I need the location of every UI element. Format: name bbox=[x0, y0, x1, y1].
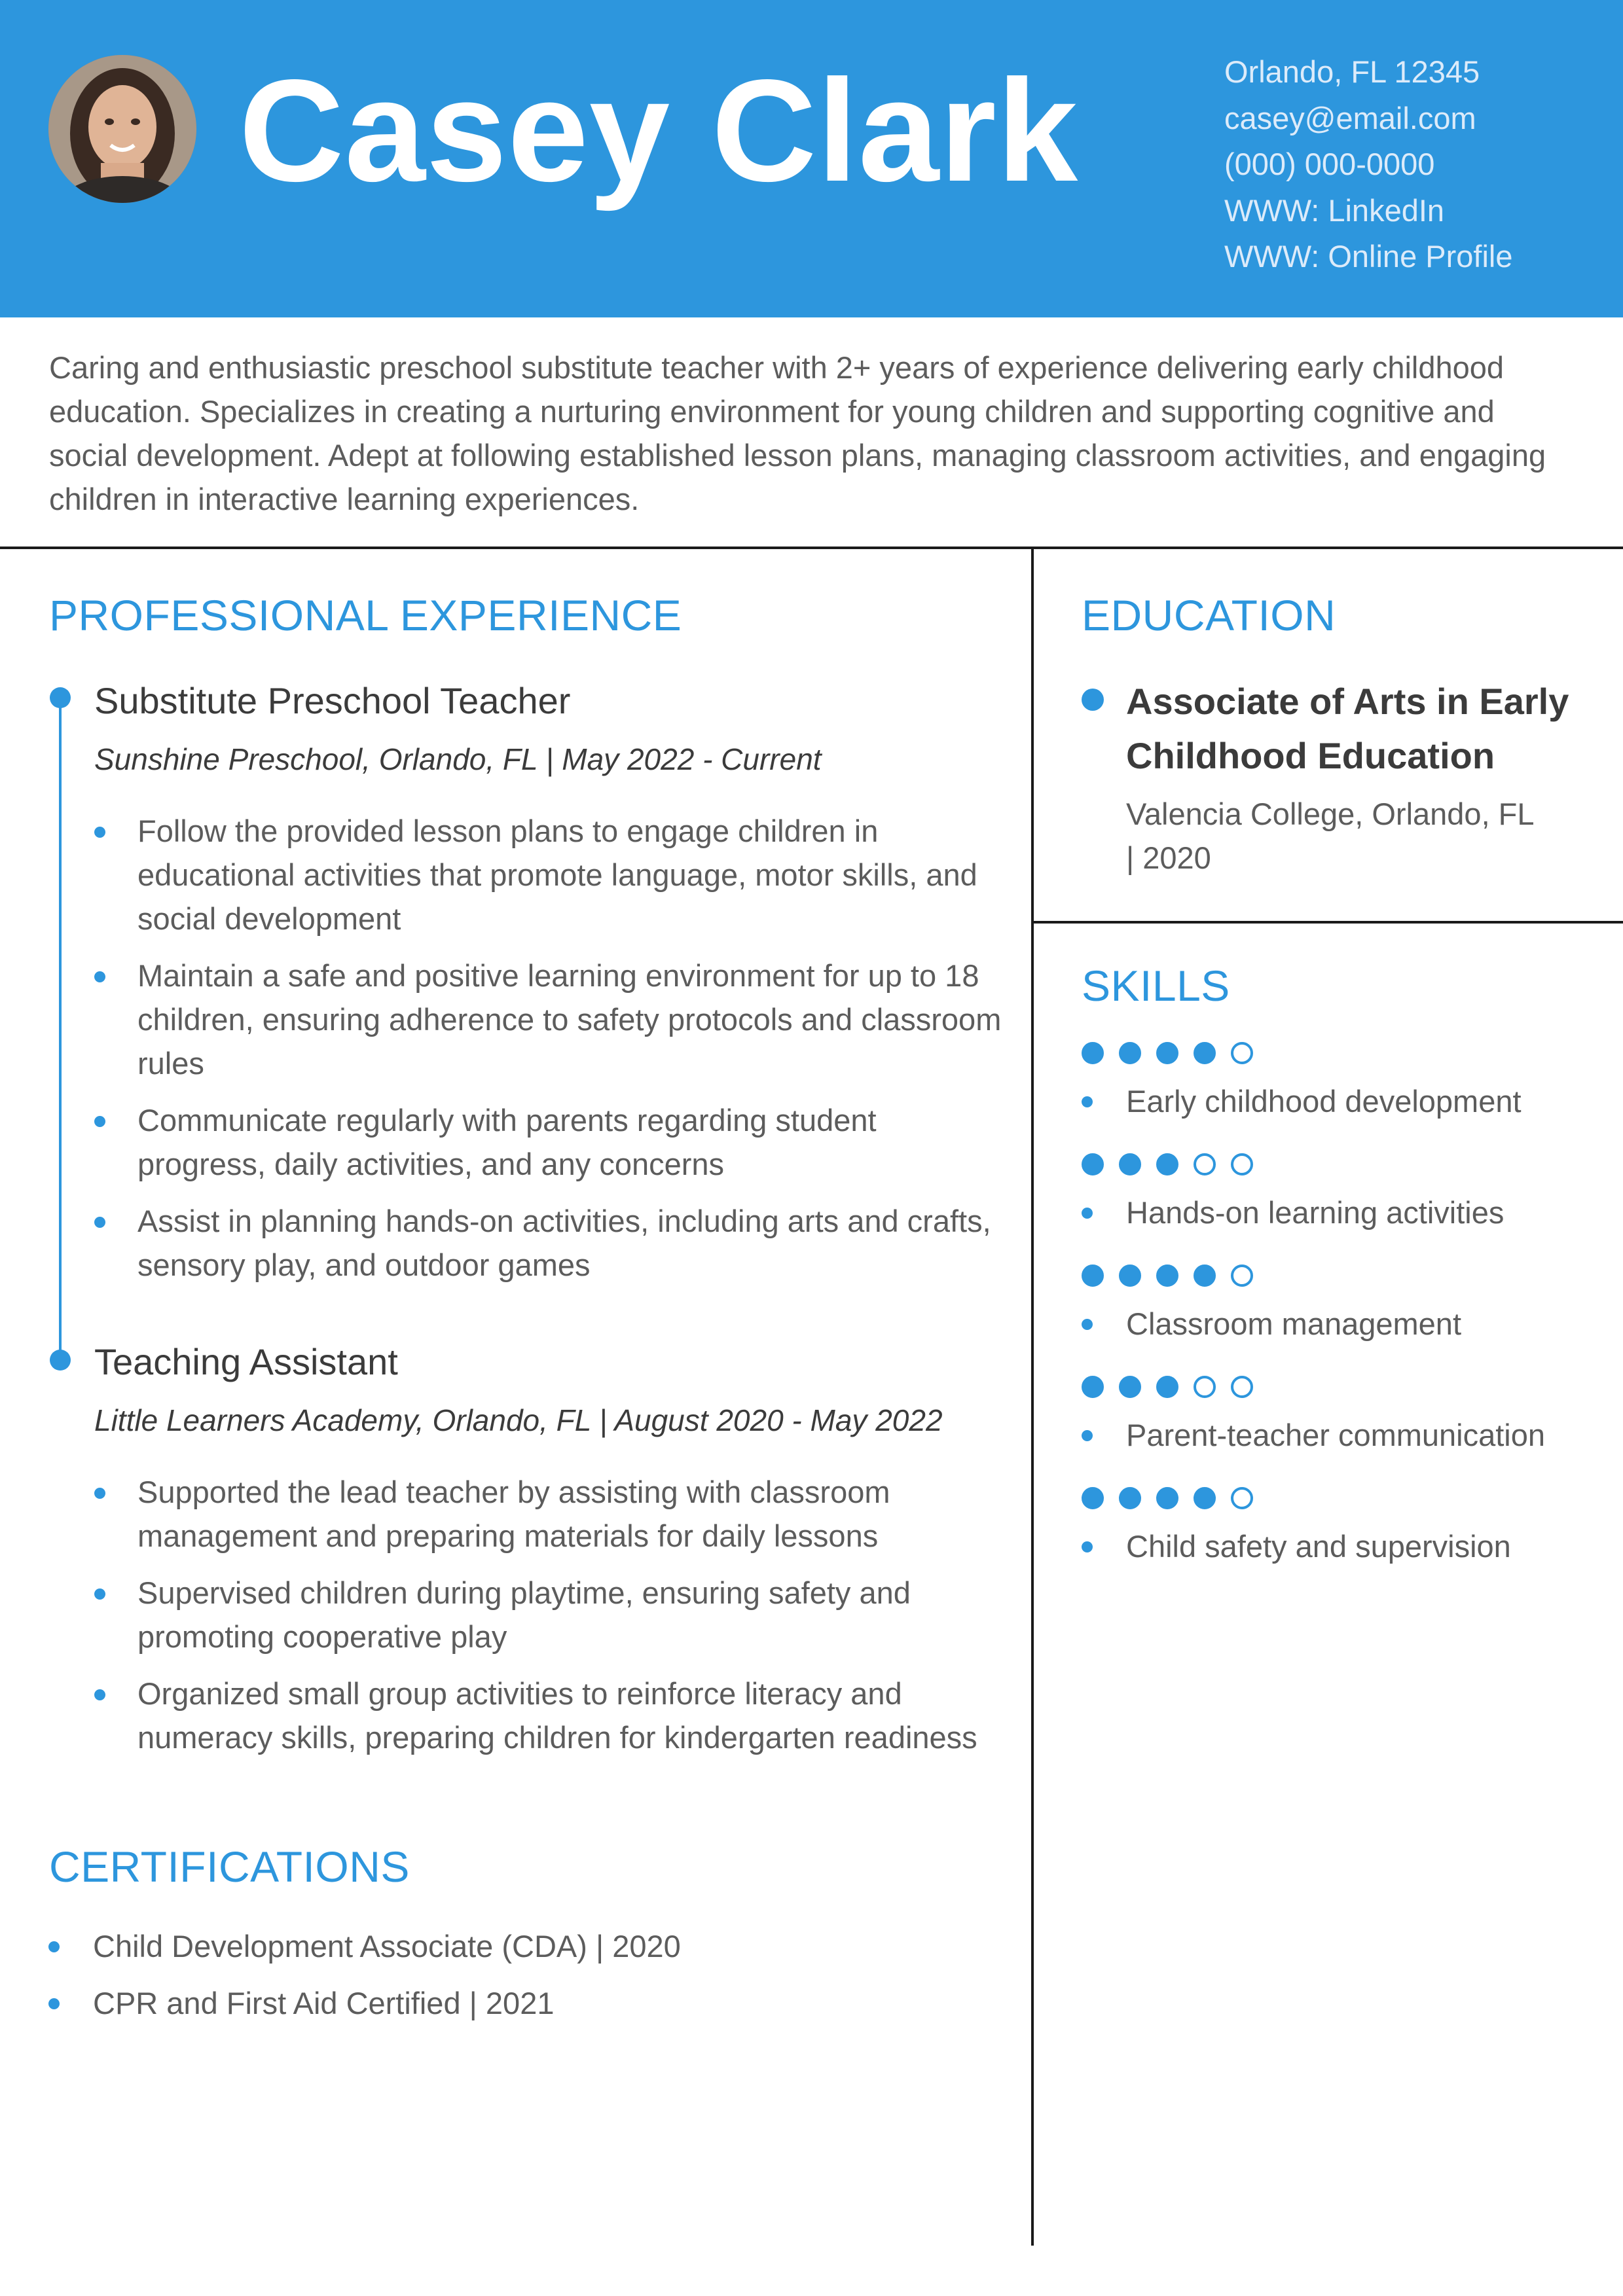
contact-block bbox=[1224, 49, 1513, 280]
contact-address: Orlando, FL 12345 bbox=[1224, 54, 1480, 89]
rating-dot-filled bbox=[1156, 1487, 1178, 1509]
bullet-text: Follow the provided lesson plans to engage children in educational activities that promote language, motor skills, and social development bbox=[137, 814, 977, 936]
experience-timeline bbox=[59, 698, 62, 1361]
certifications-heading: CERTIFICATIONS bbox=[49, 1842, 410, 1891]
rating-dot-filled bbox=[1194, 1487, 1216, 1509]
rating-dot-filled bbox=[1082, 1487, 1104, 1509]
contact-phone: (000) 000-0000 bbox=[1224, 147, 1435, 181]
list-item bbox=[137, 1098, 1002, 1186]
skill-name: Parent-teacher communication bbox=[1126, 1418, 1546, 1452]
rating-dot-filled bbox=[1119, 1265, 1141, 1287]
rating-dot-empty bbox=[1231, 1376, 1253, 1398]
list-item bbox=[137, 1470, 1002, 1558]
bullet-text: Organized small group activities to reinforce literacy and numeracy skills, preparing children for kindergarten readiness bbox=[137, 1676, 977, 1755]
column-divider bbox=[1031, 547, 1034, 2246]
contact-online-profile[interactable]: WWW: Online Profile bbox=[1224, 239, 1513, 274]
rating-dot-filled bbox=[1156, 1042, 1178, 1064]
bullet-dot bbox=[1082, 1430, 1093, 1441]
bullet-dot bbox=[94, 827, 105, 838]
bullet-text: Maintain a safe and positive learning environment for up to 18 children, ensuring adherence to safety protocols and classroom rules bbox=[137, 958, 1002, 1081]
rating-dot-filled bbox=[1082, 1265, 1104, 1287]
certification-item: CPR and First Aid Certified | 2021 bbox=[93, 1986, 555, 2020]
rating-dot-empty bbox=[1231, 1042, 1253, 1064]
rating-dot-filled bbox=[1156, 1153, 1178, 1175]
rating-dot-filled bbox=[1119, 1487, 1141, 1509]
skill-rating bbox=[1082, 1487, 1253, 1509]
rating-dot-filled bbox=[1156, 1376, 1178, 1398]
list-item bbox=[137, 1672, 1002, 1759]
certification-item: Child Development Associate (CDA) | 2020 bbox=[93, 1929, 681, 1964]
experience-heading: PROFESSIONAL EXPERIENCE bbox=[49, 591, 682, 639]
rating-dot-filled bbox=[1082, 1376, 1104, 1398]
professional-summary: Caring and enthusiastic preschool substitute teacher with 2+ years of experience delivering early childhood education. Specializes in creating a nurturing environment for young children and supporting cognitive and social development. Adept at following established lesson plans, managing classroom activities, and engaging children in interactive learning experiences. bbox=[49, 350, 1546, 516]
bullet-dot bbox=[48, 1998, 60, 2009]
bullet-text: Assist in planning hands-on activities, including arts and crafts, sensory play, and outdoor games bbox=[137, 1204, 991, 1282]
job-bullets bbox=[137, 809, 1002, 1300]
contact-email[interactable]: casey@email.com bbox=[1224, 100, 1476, 135]
education-dot bbox=[1082, 689, 1104, 711]
skills-heading: SKILLS bbox=[1082, 961, 1230, 1010]
rating-dot-filled bbox=[1119, 1153, 1141, 1175]
skill-name: Child safety and supervision bbox=[1126, 1529, 1511, 1564]
skill-name: Hands-on learning activities bbox=[1126, 1195, 1504, 1230]
degree-title: Associate of Arts in Early Childhood Education bbox=[1126, 681, 1569, 776]
sidebar-divider bbox=[1031, 921, 1623, 924]
rating-dot-empty bbox=[1194, 1153, 1216, 1175]
rating-dot-empty bbox=[1194, 1376, 1216, 1398]
education-heading: EDUCATION bbox=[1082, 591, 1336, 639]
skill-rating bbox=[1082, 1376, 1253, 1398]
contact-linkedin[interactable]: WWW: LinkedIn bbox=[1224, 192, 1445, 228]
section-divider bbox=[0, 547, 1623, 549]
rating-dot-filled bbox=[1194, 1042, 1216, 1064]
bullet-dot bbox=[94, 1588, 105, 1600]
rating-dot-filled bbox=[1194, 1265, 1216, 1287]
job-title: Teaching Assistant bbox=[94, 1341, 398, 1382]
bullet-text: Supported the lead teacher by assisting with classroom management and preparing materials for daily lessons bbox=[137, 1475, 890, 1553]
bullet-dot bbox=[1082, 1541, 1093, 1552]
bullet-dot bbox=[94, 1116, 105, 1127]
job-meta: Sunshine Preschool, Orlando, FL | May 2022 - Current bbox=[94, 742, 822, 776]
skill-rating bbox=[1082, 1265, 1253, 1287]
rating-dot-empty bbox=[1231, 1153, 1253, 1175]
bullet-dot bbox=[1082, 1096, 1093, 1107]
bullet-text: Supervised children during playtime, ensuring safety and promoting cooperative play bbox=[137, 1575, 911, 1654]
job-meta: Little Learners Academy, Orlando, FL | August 2020 - May 2022 bbox=[94, 1403, 943, 1437]
school-info: Valencia College, Orlando, FL | 2020 bbox=[1126, 797, 1533, 875]
rating-dot-filled bbox=[1119, 1376, 1141, 1398]
bullet-dot bbox=[94, 971, 105, 982]
rating-dot-empty bbox=[1231, 1487, 1253, 1509]
bullet-dot bbox=[48, 1941, 60, 1952]
bullet-dot bbox=[94, 1689, 105, 1700]
timeline-dot bbox=[50, 1350, 71, 1371]
list-item bbox=[137, 954, 1002, 1085]
rating-dot-filled bbox=[1156, 1265, 1178, 1287]
rating-dot-filled bbox=[1082, 1153, 1104, 1175]
bullet-dot bbox=[1082, 1319, 1093, 1330]
job-title: Substitute Preschool Teacher bbox=[94, 680, 571, 721]
skill-name: Classroom management bbox=[1126, 1306, 1461, 1341]
skill-name: Early childhood development bbox=[1126, 1084, 1522, 1119]
bullet-dot bbox=[1082, 1208, 1093, 1219]
timeline-dot bbox=[50, 687, 71, 708]
bullet-dot bbox=[94, 1488, 105, 1499]
rating-dot-filled bbox=[1119, 1042, 1141, 1064]
skill-rating bbox=[1082, 1153, 1253, 1175]
candidate-name: Casey Clark bbox=[239, 50, 1079, 212]
job-bullets bbox=[137, 1470, 1002, 1772]
skill-rating bbox=[1082, 1042, 1253, 1064]
list-item bbox=[137, 809, 1002, 941]
avatar bbox=[48, 55, 196, 203]
rating-dot-filled bbox=[1082, 1042, 1104, 1064]
list-item bbox=[137, 1199, 1002, 1287]
list-item bbox=[137, 1571, 1002, 1659]
header-banner bbox=[0, 0, 1623, 317]
rating-dot-empty bbox=[1231, 1265, 1253, 1287]
bullet-dot bbox=[94, 1217, 105, 1228]
bullet-text: Communicate regularly with parents regarding student progress, daily activities, and any concerns bbox=[137, 1103, 877, 1181]
